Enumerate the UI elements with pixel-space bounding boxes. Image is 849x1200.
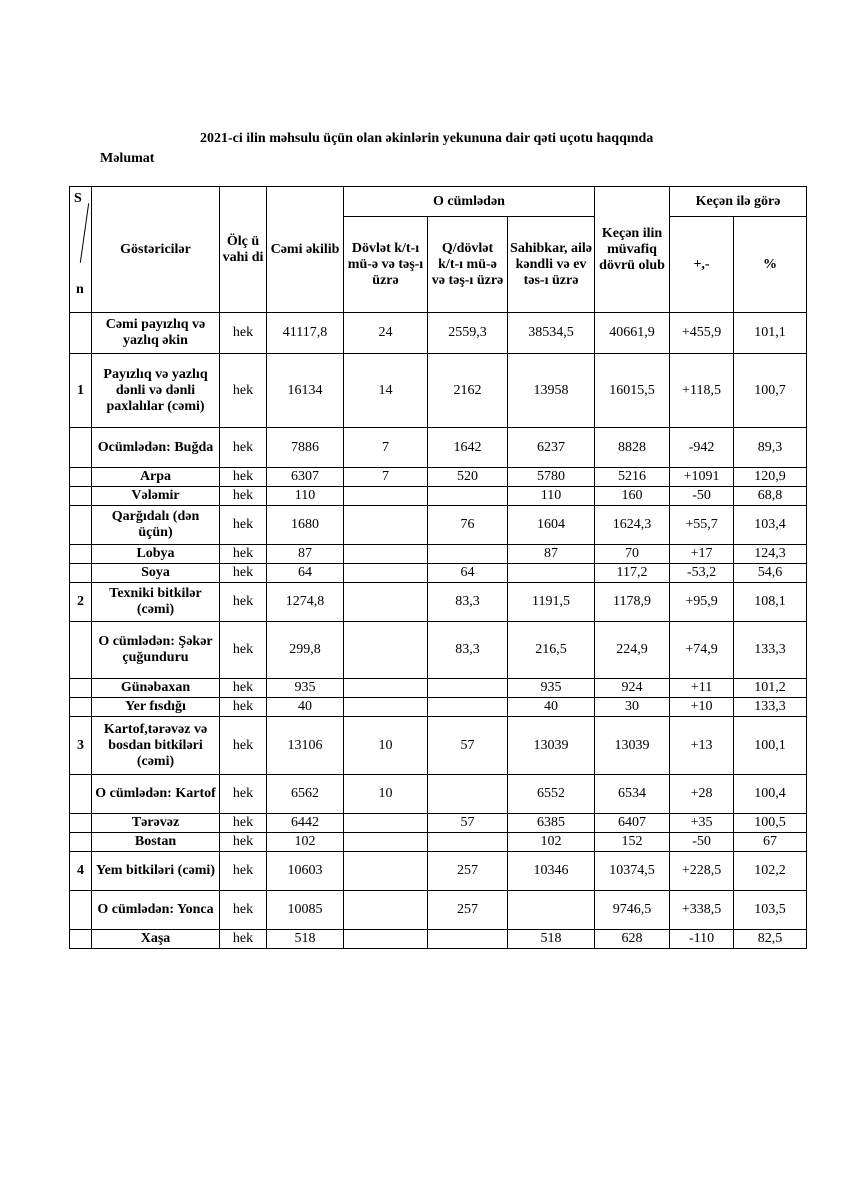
data-table [69, 186, 807, 949]
cell-name: Günəbaxan [92, 679, 220, 698]
cell-private: 10346 [508, 852, 595, 891]
header-state: Dövlət k/t-ı mü-ə və təş-ı üzrə [344, 217, 428, 313]
cell-last: 9746,5 [595, 891, 670, 930]
cell-diff: +1091 [670, 468, 734, 487]
cell-pct: 68,8 [734, 487, 807, 506]
cell-total: 1680 [267, 506, 344, 545]
cell-diff: +455,9 [670, 313, 734, 354]
cell-nonstate: 57 [428, 814, 508, 833]
cell-unit: hek [220, 622, 267, 679]
table-row [70, 487, 807, 506]
cell-num [70, 891, 92, 930]
cell-num: 3 [70, 717, 92, 775]
cell-name: O cümlədən: Yonca [92, 891, 220, 930]
cell-name: Qarğıdalı (dən üçün) [92, 506, 220, 545]
cell-state: 7 [344, 468, 428, 487]
header-sn-top: S [74, 191, 82, 206]
cell-pct: 54,6 [734, 564, 807, 583]
cell-nonstate: 257 [428, 891, 508, 930]
cell-unit: hek [220, 775, 267, 814]
cell-name: Arpa [92, 468, 220, 487]
cell-num: 2 [70, 583, 92, 622]
cell-unit: hek [220, 428, 267, 468]
cell-num [70, 428, 92, 468]
cell-total: 87 [267, 545, 344, 564]
cell-num: 1 [70, 354, 92, 428]
cell-pct: 133,3 [734, 622, 807, 679]
cell-name: Ocümlədən: Buğda [92, 428, 220, 468]
cell-private: 6385 [508, 814, 595, 833]
cell-unit: hek [220, 814, 267, 833]
cell-num [70, 698, 92, 717]
header-unit: Ölç ü vahi di [220, 187, 267, 313]
cell-state [344, 545, 428, 564]
cell-private: 38534,5 [508, 313, 595, 354]
cell-private: 110 [508, 487, 595, 506]
cell-pct: 101,2 [734, 679, 807, 698]
cell-num [70, 814, 92, 833]
cell-num [70, 313, 92, 354]
cell-total: 6562 [267, 775, 344, 814]
cell-diff: -942 [670, 428, 734, 468]
cell-last: 16015,5 [595, 354, 670, 428]
cell-name: Bostan [92, 833, 220, 852]
table-row [70, 852, 807, 891]
cell-diff: +95,9 [670, 583, 734, 622]
cell-private: 935 [508, 679, 595, 698]
cell-unit: hek [220, 698, 267, 717]
cell-last: 117,2 [595, 564, 670, 583]
cell-total: 299,8 [267, 622, 344, 679]
cell-num [70, 775, 92, 814]
cell-name: Kartof,tərəvəz və bosdan bitkiləri (cəmi) [92, 717, 220, 775]
cell-nonstate [428, 679, 508, 698]
cell-total: 518 [267, 930, 344, 949]
cell-diff: +17 [670, 545, 734, 564]
cell-unit: hek [220, 313, 267, 354]
cell-nonstate [428, 698, 508, 717]
cell-last: 152 [595, 833, 670, 852]
cell-state [344, 583, 428, 622]
cell-private: 13039 [508, 717, 595, 775]
cell-pct: 67 [734, 833, 807, 852]
cell-pct: 89,3 [734, 428, 807, 468]
cell-name: Xaşa [92, 930, 220, 949]
cell-private [508, 891, 595, 930]
cell-state: 7 [344, 428, 428, 468]
cell-state: 24 [344, 313, 428, 354]
cell-unit: hek [220, 545, 267, 564]
cell-unit: hek [220, 564, 267, 583]
cell-total: 110 [267, 487, 344, 506]
cell-private: 5780 [508, 468, 595, 487]
cell-diff: +13 [670, 717, 734, 775]
cell-total: 102 [267, 833, 344, 852]
cell-nonstate [428, 545, 508, 564]
cell-state [344, 679, 428, 698]
cell-total: 7886 [267, 428, 344, 468]
cell-diff: -110 [670, 930, 734, 949]
table-row [70, 468, 807, 487]
cell-unit: hek [220, 487, 267, 506]
cell-state: 10 [344, 775, 428, 814]
cell-nonstate [428, 775, 508, 814]
document-title: 2021-ci ilin məhsulu üçün olan əkinlərin yekununa dair qəti uçotu haqqında [200, 131, 654, 146]
cell-last: 10374,5 [595, 852, 670, 891]
cell-name: O cümlədən: Kartof [92, 775, 220, 814]
table-row [70, 583, 807, 622]
cell-total: 10603 [267, 852, 344, 891]
cell-last: 1624,3 [595, 506, 670, 545]
table-row [70, 313, 807, 354]
cell-name: Soya [92, 564, 220, 583]
cell-name: Cəmi payızlıq və yazlıq əkin [92, 313, 220, 354]
cell-state [344, 814, 428, 833]
cell-last: 628 [595, 930, 670, 949]
cell-diff: +228,5 [670, 852, 734, 891]
cell-last: 13039 [595, 717, 670, 775]
cell-diff: +338,5 [670, 891, 734, 930]
cell-state [344, 487, 428, 506]
cell-pct: 124,3 [734, 545, 807, 564]
cell-name: Payızlıq və yazlıq dənli və dənli paxlalılar (cəmi) [92, 354, 220, 428]
cell-name: Tərəvəz [92, 814, 220, 833]
cell-last: 924 [595, 679, 670, 698]
cell-private: 102 [508, 833, 595, 852]
cell-num [70, 487, 92, 506]
cell-last: 70 [595, 545, 670, 564]
cell-pct: 120,9 [734, 468, 807, 487]
cell-total: 6442 [267, 814, 344, 833]
table-row [70, 698, 807, 717]
cell-state [344, 852, 428, 891]
cell-num: 4 [70, 852, 92, 891]
cell-unit: hek [220, 506, 267, 545]
cell-num [70, 930, 92, 949]
cell-name: Yer fısdığı [92, 698, 220, 717]
cell-last: 6407 [595, 814, 670, 833]
cell-pct: 100,4 [734, 775, 807, 814]
cell-nonstate: 64 [428, 564, 508, 583]
cell-last: 30 [595, 698, 670, 717]
cell-state: 14 [344, 354, 428, 428]
cell-last: 160 [595, 487, 670, 506]
cell-num [70, 679, 92, 698]
cell-total: 6307 [267, 468, 344, 487]
cell-last: 40661,9 [595, 313, 670, 354]
cell-pct: 101,1 [734, 313, 807, 354]
cell-diff: +35 [670, 814, 734, 833]
cell-state [344, 891, 428, 930]
cell-private: 1191,5 [508, 583, 595, 622]
header-private: Sahibkar, ailə kəndli və ev təs-ı üzrə [508, 217, 595, 313]
table-row [70, 545, 807, 564]
cell-nonstate: 2162 [428, 354, 508, 428]
header-pct: % [734, 217, 807, 313]
cell-diff: +28 [670, 775, 734, 814]
cell-diff: -53,2 [670, 564, 734, 583]
cell-private: 1604 [508, 506, 595, 545]
cell-unit: hek [220, 852, 267, 891]
cell-unit: hek [220, 354, 267, 428]
cell-state [344, 506, 428, 545]
cell-diff: +74,9 [670, 622, 734, 679]
cell-diff: +11 [670, 679, 734, 698]
cell-nonstate: 1642 [428, 428, 508, 468]
cell-num [70, 622, 92, 679]
cell-nonstate [428, 833, 508, 852]
cell-nonstate: 2559,3 [428, 313, 508, 354]
cell-unit: hek [220, 717, 267, 775]
cell-state: 10 [344, 717, 428, 775]
table-row [70, 833, 807, 852]
table-body [70, 313, 807, 949]
cell-diff: -50 [670, 487, 734, 506]
cell-pct: 102,2 [734, 852, 807, 891]
table-row [70, 930, 807, 949]
document-subtitle: Məlumat [100, 151, 155, 166]
cell-pct: 103,4 [734, 506, 807, 545]
cell-last: 8828 [595, 428, 670, 468]
cell-nonstate: 76 [428, 506, 508, 545]
cell-nonstate [428, 487, 508, 506]
cell-pct: 108,1 [734, 583, 807, 622]
cell-private [508, 564, 595, 583]
header-sn [70, 187, 92, 313]
cell-private: 87 [508, 545, 595, 564]
table-row [70, 814, 807, 833]
cell-private: 6237 [508, 428, 595, 468]
header-vs-last: Keçən ilə görə [670, 187, 807, 217]
cell-diff: +118,5 [670, 354, 734, 428]
cell-total: 16134 [267, 354, 344, 428]
cell-private: 216,5 [508, 622, 595, 679]
cell-num [70, 468, 92, 487]
cell-name: Yem bitkiləri (cəmi) [92, 852, 220, 891]
header-sn-bottom: n [76, 282, 84, 297]
cell-last: 224,9 [595, 622, 670, 679]
cell-private: 13958 [508, 354, 595, 428]
cell-state [344, 833, 428, 852]
cell-diff: +10 [670, 698, 734, 717]
cell-num [70, 564, 92, 583]
cell-name: Vələmir [92, 487, 220, 506]
cell-nonstate [428, 930, 508, 949]
cell-pct: 82,5 [734, 930, 807, 949]
cell-private: 6552 [508, 775, 595, 814]
header-last-year: Keçən ilin müvafiq dövrü olub [595, 187, 670, 313]
cell-total: 64 [267, 564, 344, 583]
cell-last: 5216 [595, 468, 670, 487]
cell-total: 10085 [267, 891, 344, 930]
cell-nonstate: 520 [428, 468, 508, 487]
cell-num [70, 833, 92, 852]
cell-pct: 103,5 [734, 891, 807, 930]
cell-private: 40 [508, 698, 595, 717]
cell-state [344, 564, 428, 583]
cell-pct: 100,1 [734, 717, 807, 775]
cell-unit: hek [220, 468, 267, 487]
cell-unit: hek [220, 679, 267, 698]
table-row [70, 354, 807, 428]
header-of-which: O cümlədən [344, 187, 595, 217]
cell-diff: +55,7 [670, 506, 734, 545]
cell-unit: hek [220, 891, 267, 930]
table-row [70, 506, 807, 545]
cell-state [344, 930, 428, 949]
cell-total: 1274,8 [267, 583, 344, 622]
cell-private: 518 [508, 930, 595, 949]
cell-unit: hek [220, 833, 267, 852]
cell-nonstate: 57 [428, 717, 508, 775]
cell-diff: -50 [670, 833, 734, 852]
header-diff: +,- [670, 217, 734, 313]
header-nonstate: Q/dövlət k/t-ı mü-ə və təş-ı üzrə [428, 217, 508, 313]
header-sn-divider [80, 203, 89, 263]
cell-total: 13106 [267, 717, 344, 775]
cell-nonstate: 83,3 [428, 622, 508, 679]
table-row [70, 891, 807, 930]
header-total: Cəmi əkilib [267, 187, 344, 313]
table-row [70, 679, 807, 698]
cell-unit: hek [220, 583, 267, 622]
cell-last: 6534 [595, 775, 670, 814]
cell-num [70, 545, 92, 564]
cell-nonstate: 83,3 [428, 583, 508, 622]
cell-state [344, 698, 428, 717]
table-row [70, 622, 807, 679]
table-row [70, 717, 807, 775]
table-row [70, 428, 807, 468]
header-indicators: Göstəricilər [92, 187, 220, 313]
cell-total: 935 [267, 679, 344, 698]
cell-nonstate: 257 [428, 852, 508, 891]
cell-name: Texniki bitkilər (cəmi) [92, 583, 220, 622]
table-row [70, 564, 807, 583]
cell-name: Lobya [92, 545, 220, 564]
cell-state [344, 622, 428, 679]
cell-pct: 100,5 [734, 814, 807, 833]
table-row [70, 775, 807, 814]
cell-unit: hek [220, 930, 267, 949]
cell-total: 41117,8 [267, 313, 344, 354]
cell-pct: 100,7 [734, 354, 807, 428]
cell-pct: 133,3 [734, 698, 807, 717]
cell-name: O cümlədən: Şəkər çuğunduru [92, 622, 220, 679]
cell-total: 40 [267, 698, 344, 717]
cell-last: 1178,9 [595, 583, 670, 622]
cell-num [70, 506, 92, 545]
